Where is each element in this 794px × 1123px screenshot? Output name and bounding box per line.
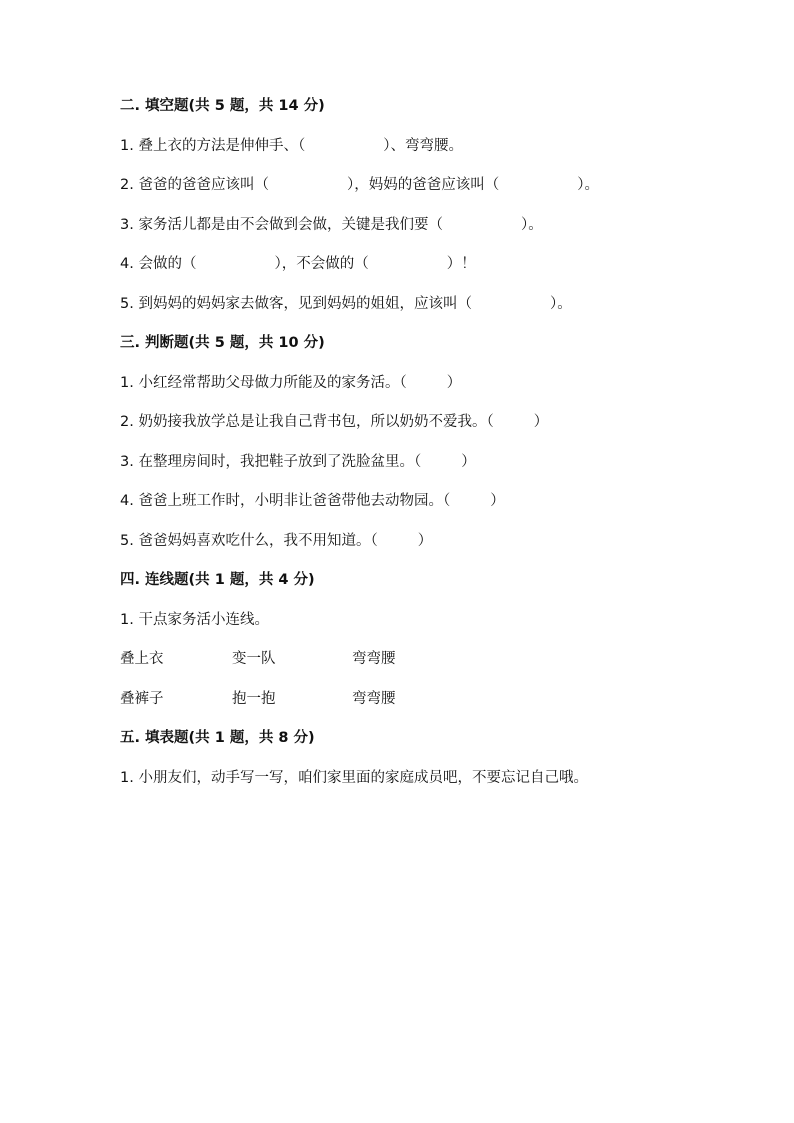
question-text: 5. 爸爸妈妈喜欢吃什么，我不用知道。（ xyxy=(120,532,378,549)
question-judge-3 xyxy=(120,452,740,492)
question-text: ）。 xyxy=(520,216,543,233)
match-row-1 xyxy=(120,649,740,689)
question-text: ） xyxy=(446,374,462,391)
match-item[interactable]: 叠上衣 xyxy=(120,651,164,667)
question-text: 2. 奶奶接我放学总是让我自己背书包，所以奶奶不爱我。（ xyxy=(120,414,494,430)
question-text: ），妈妈的爸爸应该叫（ xyxy=(346,177,500,193)
section-heading-table: 五. 填表题(共 1 题，共 8 分) xyxy=(120,730,315,746)
question-fill-1 xyxy=(120,136,740,176)
question-text: ）、弯弯腰。 xyxy=(383,137,463,154)
question-fill-5 xyxy=(120,294,740,334)
section-heading-matching: 四. 连线题(共 1 题，共 4 分) xyxy=(120,572,315,588)
question-text: ），不会做的（ xyxy=(274,256,369,272)
question-text: ） xyxy=(533,414,549,430)
question-text: ）。 xyxy=(549,295,572,312)
question-judge-1 xyxy=(120,373,740,413)
question-text: ）！ xyxy=(446,256,476,272)
question-text: 3. 在整理房间时，我把鞋子放到了洗脸盆里。（ xyxy=(120,453,422,470)
question-fill-3 xyxy=(120,215,740,255)
question-judge-4 xyxy=(120,491,740,531)
question-text: 1. 叠上衣的方法是伸伸手、（ xyxy=(120,137,306,154)
question-table-1: 1. 小朋友们，动手写一写，咱们家里面的家庭成员吧，不要忘记自己哦。 xyxy=(120,769,588,786)
question-text: 2. 爸爸的爸爸应该叫（ xyxy=(120,177,269,193)
question-fill-4 xyxy=(120,254,740,294)
match-item[interactable]: 变一队 xyxy=(232,651,276,667)
question-judge-5 xyxy=(120,531,740,571)
question-text: 5. 到妈妈的妈妈家去做客，见到妈妈的姐姐，应该叫（ xyxy=(120,295,472,312)
question-text: 4. 爸爸上班工作时，小明非让爸爸带他去动物园。（ xyxy=(120,493,451,509)
question-text: ） xyxy=(417,532,433,549)
match-item[interactable]: 叠裤子 xyxy=(120,690,164,707)
match-row-2 xyxy=(120,689,740,729)
question-text: 1. 小红经常帮助父母做力所能及的家务活。（ xyxy=(120,374,407,391)
question-judge-2 xyxy=(120,412,740,452)
question-text: 4. 会做的（ xyxy=(120,256,197,272)
question-text: ）。 xyxy=(577,177,599,193)
match-item[interactable]: 抱一抱 xyxy=(232,690,276,707)
match-item[interactable]: 弯弯腰 xyxy=(352,690,396,707)
question-match-1: 1. 干点家务活小连线。 xyxy=(120,611,269,628)
question-text: ） xyxy=(461,453,476,470)
question-text: 3. 家务活儿都是由不会做到会做，关键是我们要（ xyxy=(120,216,443,233)
section-heading-true-false: 三. 判断题(共 5 题，共 10 分) xyxy=(120,335,325,351)
question-fill-2 xyxy=(120,175,740,215)
match-item[interactable]: 弯弯腰 xyxy=(352,651,396,667)
worksheet xyxy=(120,96,740,807)
question-text: ） xyxy=(490,493,505,509)
section-heading-fill-blank: 二. 填空题(共 5 题，共 14 分) xyxy=(120,98,325,114)
